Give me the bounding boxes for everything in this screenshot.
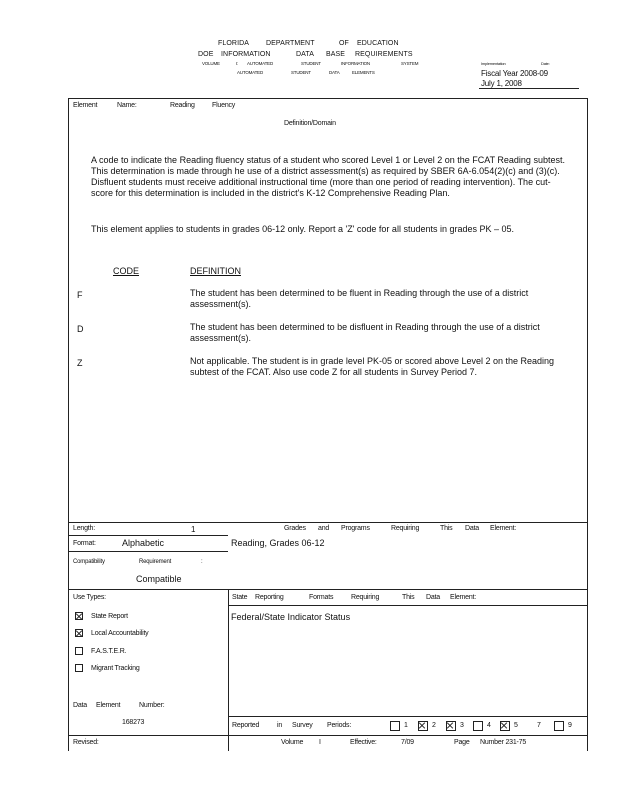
definition-domain-title: Definition/Domain xyxy=(284,120,336,127)
element-name-word: Reading xyxy=(170,102,195,109)
header-word: STUDENT xyxy=(291,70,311,75)
migrant-tracking-checkbox[interactable] xyxy=(75,664,83,672)
period-number: 2 xyxy=(432,722,436,729)
format-label: Format: xyxy=(73,540,96,547)
data-element-number-value: 168273 xyxy=(122,719,145,726)
compat-value: Compatible xyxy=(136,574,182,584)
column-divider xyxy=(228,589,229,751)
period-2-checkbox[interactable] xyxy=(418,721,428,731)
use-type-label: Local Accountability xyxy=(91,630,149,637)
element-name-label: Name: xyxy=(117,102,137,109)
state-report-checkbox[interactable] xyxy=(75,612,83,620)
reported-word: Survey xyxy=(292,722,313,729)
header-word: DEPARTMENT xyxy=(266,40,315,47)
volume-number: I xyxy=(319,739,321,746)
state-formats-word: State xyxy=(232,594,248,601)
implementation-date: July 1, 2008 xyxy=(481,79,522,88)
header-word: DATA xyxy=(329,70,340,75)
rule xyxy=(228,605,587,606)
period-4-checkbox[interactable] xyxy=(473,721,483,731)
code-value: D xyxy=(77,324,84,334)
period-1-checkbox[interactable] xyxy=(390,721,400,731)
grades-programs-value: Reading, Grades 06-12 xyxy=(231,538,325,548)
grades-label-word: This xyxy=(440,525,453,532)
header-word: ELEMENTS xyxy=(352,70,375,75)
use-type-label: F.A.S.T.E.R. xyxy=(91,648,127,655)
grades-label-word: Requiring xyxy=(391,525,420,532)
header-rule xyxy=(479,88,579,89)
reported-word: Reported xyxy=(232,722,260,729)
data-element-number-word: Number: xyxy=(139,702,165,709)
volume-label: Volume xyxy=(281,739,304,746)
state-formats-word: Data xyxy=(426,594,440,601)
period-number: 5 xyxy=(514,722,518,729)
header-word: REQUIREMENTS xyxy=(355,51,413,58)
effective-date: 7/09 xyxy=(401,739,414,746)
header-word: SYSTEM xyxy=(401,61,419,66)
rule xyxy=(68,522,588,523)
length-label: Length: xyxy=(73,525,95,532)
header-word: STUDENT xyxy=(301,61,321,66)
header-word: DATA xyxy=(296,51,315,58)
compat-label: Compatibility xyxy=(73,559,105,565)
data-element-number-word: Data xyxy=(73,702,87,709)
grades-label-word: Grades xyxy=(284,525,306,532)
header-word: OF xyxy=(339,40,349,47)
code-definition: The student has been determined to be fluent in Reading through the use of a district assessment(s). xyxy=(190,288,529,309)
compat-colon: : xyxy=(201,559,203,565)
header-word: VOLUME xyxy=(202,61,220,66)
use-type-label: Migrant Tracking xyxy=(91,665,140,672)
rule xyxy=(68,735,588,736)
use-type-label: State Report xyxy=(91,613,128,620)
header-word: FLORIDA xyxy=(218,40,250,47)
header-word: BASE xyxy=(326,51,346,58)
state-formats-value: Federal/State Indicator Status xyxy=(231,612,351,622)
code-definition: The student has been determined to be disfluent in Reading through the use of a district assessment(s). xyxy=(190,322,540,343)
compat-label: Requirement xyxy=(139,559,172,565)
applicability-paragraph: This element applies to students in grades 06-12 only. Report a 'Z' code for all students in grades PK – 05. xyxy=(91,224,515,234)
local-accountability-checkbox[interactable] xyxy=(75,629,83,637)
period-5-checkbox[interactable] xyxy=(500,721,510,731)
header-word: DOE xyxy=(198,51,214,58)
state-formats-word: Reporting xyxy=(255,594,284,601)
header-word: INFORMATION xyxy=(341,61,370,66)
reported-word: Periods: xyxy=(327,722,352,729)
rule xyxy=(68,551,228,552)
state-formats-word: Element: xyxy=(450,594,477,601)
period-number: 9 xyxy=(568,722,572,729)
code-column-header: CODE xyxy=(113,266,140,276)
period-number: 1 xyxy=(404,722,408,729)
effective-label: Effective: xyxy=(350,739,377,746)
code-value: Z xyxy=(77,358,83,368)
code-definition: Not applicable. The student is in grade level PK-05 or scored above Level 2 on the Reading subtest of the FCAT. Also use code Z for all students in Survey Period 7. xyxy=(190,356,555,377)
element-label: Element xyxy=(73,102,98,109)
state-formats-word: Formats xyxy=(309,594,334,601)
format-value: Alphabetic xyxy=(122,538,165,548)
date-label: Date: xyxy=(541,61,550,66)
frame-right xyxy=(587,98,588,751)
grades-label-word: Data xyxy=(465,525,479,532)
period-number: 7 xyxy=(537,722,541,729)
definition-column-header: DEFINITION xyxy=(190,266,241,276)
grades-label-word: Programs xyxy=(341,525,370,532)
header-word: EDUCATION xyxy=(357,40,399,47)
state-formats-word: This xyxy=(402,594,415,601)
length-value: 1 xyxy=(191,525,196,534)
grades-label-word: Element: xyxy=(490,525,517,532)
header-word: AUTOMATED xyxy=(237,70,264,75)
grades-label-word: and xyxy=(318,525,330,532)
faster-checkbox[interactable] xyxy=(75,647,83,655)
frame-left xyxy=(68,98,69,751)
header-word: I: xyxy=(236,61,239,66)
implementation-label: Implementation xyxy=(481,61,506,66)
page-label: Page xyxy=(454,739,470,746)
revised-label: Revised: xyxy=(73,739,99,746)
frame-top xyxy=(68,98,588,99)
data-element-number-word: Element xyxy=(96,702,121,709)
header-word: INFORMATION xyxy=(221,51,271,58)
element-name-word: Fluency xyxy=(212,102,236,109)
state-formats-word: Requiring xyxy=(351,594,380,601)
header-word: AUTOMATED xyxy=(247,61,274,66)
period-number: 3 xyxy=(460,722,464,729)
use-types-label: Use Types: xyxy=(73,594,106,601)
code-value: F xyxy=(77,290,83,300)
fiscal-year: Fiscal Year 2008-09 xyxy=(481,69,548,78)
rule xyxy=(68,535,228,536)
page-number: Number 231-75 xyxy=(480,739,527,746)
rule xyxy=(68,589,588,590)
rule xyxy=(228,716,587,717)
period-9-checkbox[interactable] xyxy=(554,721,564,731)
period-number: 4 xyxy=(487,722,491,729)
reported-word: in xyxy=(277,722,283,729)
period-3-checkbox[interactable] xyxy=(446,721,456,731)
definition-paragraph: A code to indicate the Reading fluency status of a student who scored Level 1 or Level 2 on the FCAT Reading subtest. This determination is made through he use of a district assessment(s) as required by SBER 6A-6.054(2)(c) and (3)(c). Disfluent students must receive additional instructional time (more than one period of reading intervention). The cut-score for this determination is included in the district's K-12 Comprehensive Reading Plan. xyxy=(91,155,565,198)
